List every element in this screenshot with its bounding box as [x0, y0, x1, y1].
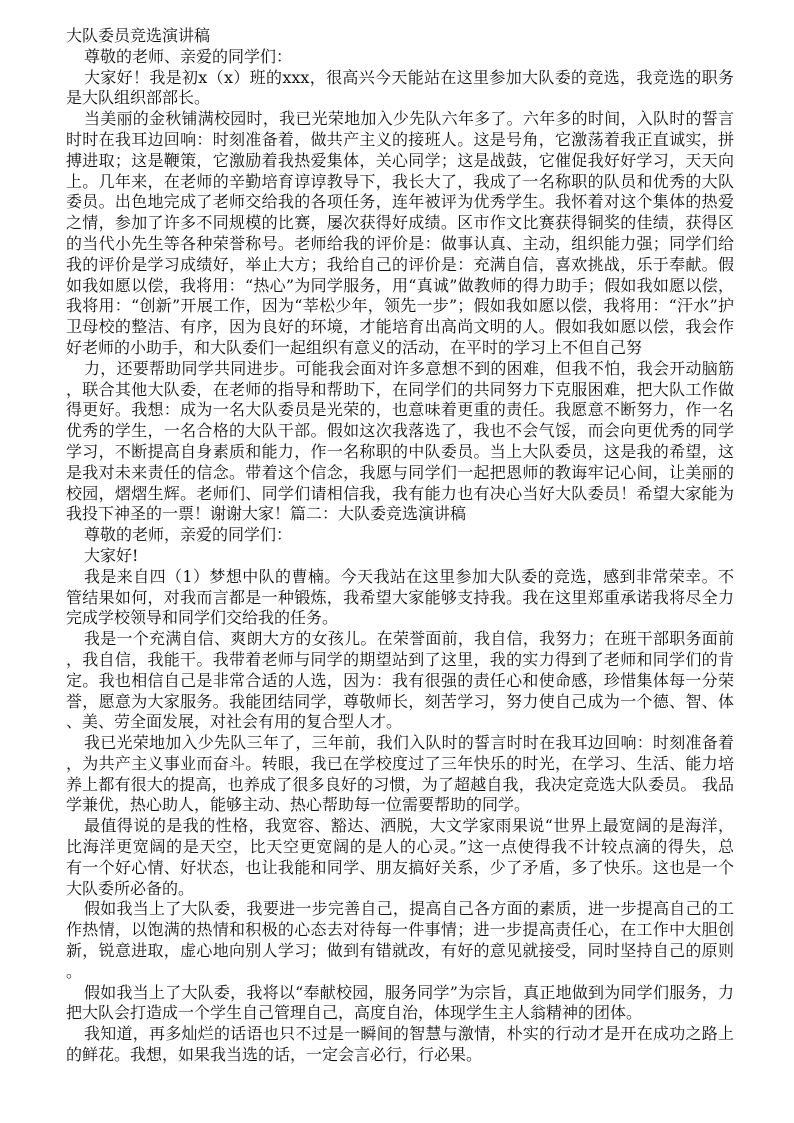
text-line: 我是来自四（1）梦想中队的曹楠。今天我站在这里参加大队委的竞选，感到非常荣幸。不	[84, 566, 734, 586]
text-line: 之情，参加了许多不同规模的比赛，屡次获得好成绩。区市作文比赛获得铜奖的佳绩，获得区	[66, 213, 734, 233]
paragraphs	[66, 47, 734, 1066]
text-line: 好老师的小助手，和大队委们一起组织有意义的活动，在平时的学习上不但自己努	[66, 337, 643, 357]
text-line: 新，锐意进取，虚心地向别人学习；做到有错就改，有好的意见就接受，同时坚持自己的原则	[66, 941, 734, 961]
paragraph	[66, 109, 734, 359]
text-line: 我知道，再多灿烂的话语也只不过是一瞬间的智慧与激情，朴实的行动才是开在成功之路上	[84, 1024, 734, 1044]
text-line: 管结果如何，对我而言都是一种锻炼，我希望大家能够支持我。我在这里郑重承诺我将尽全力	[66, 587, 734, 607]
text-line: 的当代小先生等各种荣誉称号。老师给我的评价是：做事认真、主动，组织能力强；同学们给	[66, 233, 734, 253]
paragraph	[66, 899, 734, 982]
text-line: 。	[66, 961, 83, 981]
text-line: 假如我当上了大队委，我要进一步完善自己，提高自己各方面的素质，进一步提高自己的工	[84, 899, 734, 919]
text-line: 如我如愿以偿，我将用：“热心”为同学服务，用“真诚”做教师的得力助手；假如我如愿以偿，	[66, 275, 734, 295]
text-line: ，联合其他大队委，在老师的指导和帮助下，在同学们的共同努力下克服困难，把大队工作做	[66, 379, 734, 399]
text-line: 尊敬的老师、亲爱的同学们：	[84, 46, 293, 66]
paragraph	[66, 567, 734, 629]
text-line: 最值得说的是我的性格，我宽容、豁达、洒脱，大文学家雨果说“世界上最宽阔的是海洋，	[84, 816, 734, 836]
text-line: 大家好！我是初x（x）班的xxx，很高兴今天能站在这里参加大队委的竞选，我竞选的职务	[84, 67, 734, 87]
text-line: ，我自信，我能干。我带着老师与同学的期望站到了这里，我的实力得到了老师和同学们的肯	[66, 649, 734, 669]
text-line: 尊敬的老师，亲爱的同学们：	[84, 525, 293, 545]
text-line: 得更好。我想：成为一名大队委员是光荣的，也意味着更重的责任。我愿意不断努力，作一名	[66, 400, 734, 420]
text-line: 时时在我耳边回响：时刻准备着，做共产主义的接班人。这是号角，它激荡着我正直诚实，拼	[66, 129, 734, 149]
text-line: 大家好!	[84, 545, 139, 565]
paragraph	[66, 733, 734, 816]
paragraph	[66, 359, 734, 525]
text-line: 作热情，以饱满的热情和积极的心态去对待每一件事情；进一步提高责任心，在工作中大胆创	[66, 920, 734, 940]
text-line: 优秀的学生，一名合格的大队干部。假如这次我落选了，我也不会气馁，而会向更优秀的同学	[66, 421, 734, 441]
text-line: 委员。出色地完成了老师交给我的各项任务，连年被评为优秀学生。我怀着对这个集体的热爱	[66, 192, 734, 212]
text-line: 校园，熠熠生辉。老师们、同学们请相信我，我有能力也有决心当好大队委员！希望大家能为	[66, 483, 734, 503]
text-line: 卫母校的整洁、有序，因为良好的环境，才能培育出高尚文明的人。假如我如愿以偿，我会作	[66, 317, 734, 337]
text-line: 学习，不断提高自身素质和能力，作一名称职的中队委员。当上大队委员，这是我的希望，这	[66, 441, 734, 461]
text-line: 比海洋更宽阔的是天空，比天空更宽阔的是人的心灵。”这一点使得我不计较点滴的得失，总	[66, 837, 734, 857]
document-body	[66, 26, 734, 1066]
text-line: 学兼优，热心助人，能够主动、热心帮助每一位需要帮助的同学。	[66, 795, 531, 815]
text-line: 假如我当上了大队委，我将以“奉献校园，服务同学”为宗旨，真正地做到为同学们服务，力	[84, 982, 734, 1002]
paragraph	[66, 525, 734, 546]
text-line: 我的评价是学习成绩好，举止大方；我给自己的评价是：充满自信，喜欢挑战，乐于奉献。假	[66, 254, 734, 274]
paragraph	[66, 983, 734, 1025]
paragraph	[66, 629, 734, 733]
text-line: 有一个好心情、好状态，也让我能和同学、朋友搞好关系，少了矛盾，多了快乐。这也是一个	[66, 857, 734, 877]
text-line: 我是一个充满自信、爽朗大方的女孩儿。在荣誉面前，我自信，我努力；在班干部职务面前	[84, 629, 734, 649]
text-line: 我已光荣地加入少先队三年了，三年前，我们入队时的誓言时时在我耳边回响：时刻准备着	[84, 733, 734, 753]
text-line: 把大队会打造成一个学生自己管理自己，高度自治，体现学生主人翁精神的团体。	[66, 1003, 643, 1023]
paragraph	[66, 68, 734, 110]
text-line: 、美、劳全面发展，对社会有用的复合型人才。	[66, 712, 403, 732]
paragraph	[66, 546, 734, 567]
text-line: 力，还要帮助同学共同进步。可能我会面对许多意想不到的困难，但我不怕，我会开动脑筋	[84, 358, 734, 378]
text-line: 上。几年来，在老师的辛勤培育谆谆教导下，我长大了，我成了一名称职的队员和优秀的大队	[66, 171, 734, 191]
text-line: 养上都有很大的提高，也养成了很多良好的习惯，为了超越自我，我决定竞选大队委员。 我品	[66, 774, 734, 794]
text-line: 搏进取；这是鞭策，它激励着我热爱集体，关心同学；这是战鼓，它催促我好好学习，天天向	[66, 150, 734, 170]
text-line: 的鲜花。我想，如果我当选的话，一定会言必行，行必果。	[66, 1045, 483, 1065]
paragraph	[66, 47, 734, 68]
text-line: 定。我也相信自己是非常合适的人选，因为：我有很强的责任心和使命感，珍惜集体每一分荣	[66, 670, 734, 690]
text-line: 是我对未来责任的信念。带着这个信念，我愿与同学们一起把恩师的教诲牢记心间，让美丽的	[66, 462, 734, 482]
text-line: 大队委所必备的。	[66, 878, 195, 898]
document-title: 大队委员竞选演讲稿	[66, 26, 211, 45]
text-line: 当美丽的金秋铺满校园时，我已光荣地加入少先队六年多了。六年多的时间，入队时的誓言	[84, 109, 734, 129]
text-line: 完成学校领导和同学们交给我的任务。	[66, 608, 339, 628]
paragraph	[66, 1024, 734, 1066]
text-line: ，为共产主义事业而奋斗。转眼，我已在学校度过了三年快乐的时光，在学习、生活、能力培	[66, 753, 734, 773]
paragraph	[66, 816, 734, 899]
text-line: 是大队组织部部长。	[66, 88, 211, 108]
text-line: 誉，愿意为大家服务。我能团结同学，尊敬师长，刻苦学习，努力使自己成为一个德、智、体	[66, 691, 734, 711]
text-line: 我投下神圣的一票！谢谢大家！篇二：大队委竞选演讲稿	[66, 504, 467, 524]
text-line: 我将用：“创新”开展工作，因为“莘松少年，领先一步”；假如我如愿以偿，我将用：“汗水”护	[66, 296, 734, 316]
